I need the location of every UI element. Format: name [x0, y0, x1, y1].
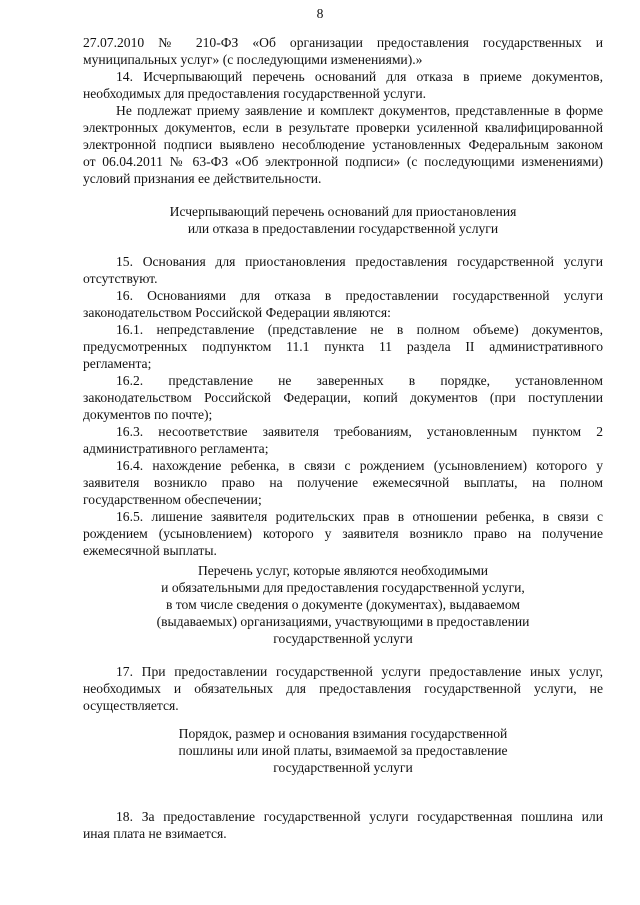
heading-line: или отказа в предоставлении государственной услуги — [187, 220, 499, 236]
text-line: государственном обеспечении; — [83, 491, 262, 507]
text-line: 16.5. лишение заявителя родительских прав в отношении ребенка, в связи с — [116, 509, 603, 524]
text-line: рождением (усыновлением) которого у заявителя возникло право на получение — [83, 525, 603, 541]
text-line: отсутствуют. — [83, 270, 158, 286]
section-heading-suspension — [83, 204, 603, 238]
text-line: регламента; — [83, 355, 152, 371]
text-line: 17. При предоставлении государственной услуги предоставление иных услуг, — [116, 664, 603, 679]
text-line: иная плата не взимается. — [83, 825, 227, 841]
item-18-paragraph — [83, 809, 603, 843]
text-line: документов по почте); — [83, 406, 213, 422]
item-16-5-paragraph — [83, 509, 603, 560]
item-14-paragraph — [83, 69, 603, 103]
text-line: предусмотренных подпунктом 11.1 пункта 11 раздела II административного — [83, 338, 603, 354]
section-heading-services — [83, 563, 603, 647]
heading-line: Перечень услуг, которые являются необходимыми — [197, 563, 489, 578]
text-line: электронной подписи выявлено несоблюдение установленных Федеральным законом — [83, 136, 603, 152]
law-reference-paragraph — [83, 35, 603, 69]
text-line: 16.2. представление не заверенных в порядке, установленном — [116, 373, 603, 388]
text-line: муниципальных услуг» (с последующими изменениями).» — [83, 51, 423, 67]
text-line: законодательством Российской Федерации, копий документов (при поступлении — [83, 389, 603, 405]
text-line: законодательством Российской Федерации являются: — [83, 304, 391, 320]
text-line: 18. За предоставление государственной услуги государственная пошлина или — [116, 809, 603, 824]
text-line: 16.1. непредставление (представление не в полном объеме) документов, — [116, 322, 603, 337]
item-16-3-paragraph — [83, 424, 603, 458]
item-16-4-paragraph — [83, 458, 603, 509]
text-line: необходимых и обязательных для предоставления государственной услуги, не — [83, 680, 603, 696]
item-17-paragraph — [83, 664, 603, 715]
heading-line: в том числе сведения о документе (документах), выдаваемом — [165, 596, 521, 612]
text-line: необходимых для предоставления государственной услуги. — [83, 85, 427, 101]
text-line: 27.07.2010 № 210-ФЗ «Об организации предоставления государственных и — [83, 35, 603, 50]
text-line: 16.3. несоответствие заявителя требованиям, установленным пунктом 2 — [116, 424, 603, 439]
text-line: административного регламента; — [83, 440, 269, 456]
heading-line: пошлины или иной платы, взимаемой за предоставление — [178, 742, 508, 758]
text-line: 14. Исчерпывающий перечень оснований для отказа в приеме документов, — [116, 69, 603, 84]
heading-line: (выдаваемых) организациями, участвующими в предоставлении — [156, 613, 530, 629]
heading-line: государственной услуги — [273, 630, 413, 646]
text-line: 15. Основания для приостановления предоставления государственной услуги — [116, 254, 603, 269]
item-16-paragraph — [83, 288, 603, 322]
section-heading-fee — [83, 726, 603, 777]
text-line: Не подлежат приему заявление и комплект документов, представленные в форме — [116, 103, 603, 118]
text-line: электронных документов, если в результате проверки усиленной квалифицированной — [83, 119, 603, 135]
text-line: условий признания ее действительности. — [83, 170, 322, 186]
text-line: от 06.04.2011 № 63-ФЗ «Об электронной подписи» (с последующими изменениями) — [83, 153, 603, 169]
item-16-1-paragraph — [83, 322, 603, 373]
signature-paragraph — [83, 103, 603, 187]
heading-line: Порядок, размер и основания взимания государственной — [178, 726, 508, 741]
heading-line: Исчерпывающий перечень оснований для приостановления — [169, 204, 517, 219]
page-number: 8 — [316, 6, 324, 21]
item-15-paragraph — [83, 254, 603, 288]
text-line: ежемесячной выплаты. — [83, 542, 217, 558]
text-line: осуществляется. — [83, 697, 179, 713]
text-line: 16. Основаниями для отказа в предоставлении государственной услуги — [116, 288, 603, 303]
item-16-2-paragraph — [83, 373, 603, 424]
text-line: заявителя возникло право на получение ежемесячной выплаты, на полном — [83, 474, 603, 490]
heading-line: и обязательными для предоставления государственной услуги, — [161, 579, 525, 595]
text-line: 16.4. нахождение ребенка, в связи с рождением (усыновлением) которого у — [116, 458, 603, 473]
heading-line: государственной услуги — [273, 759, 413, 775]
